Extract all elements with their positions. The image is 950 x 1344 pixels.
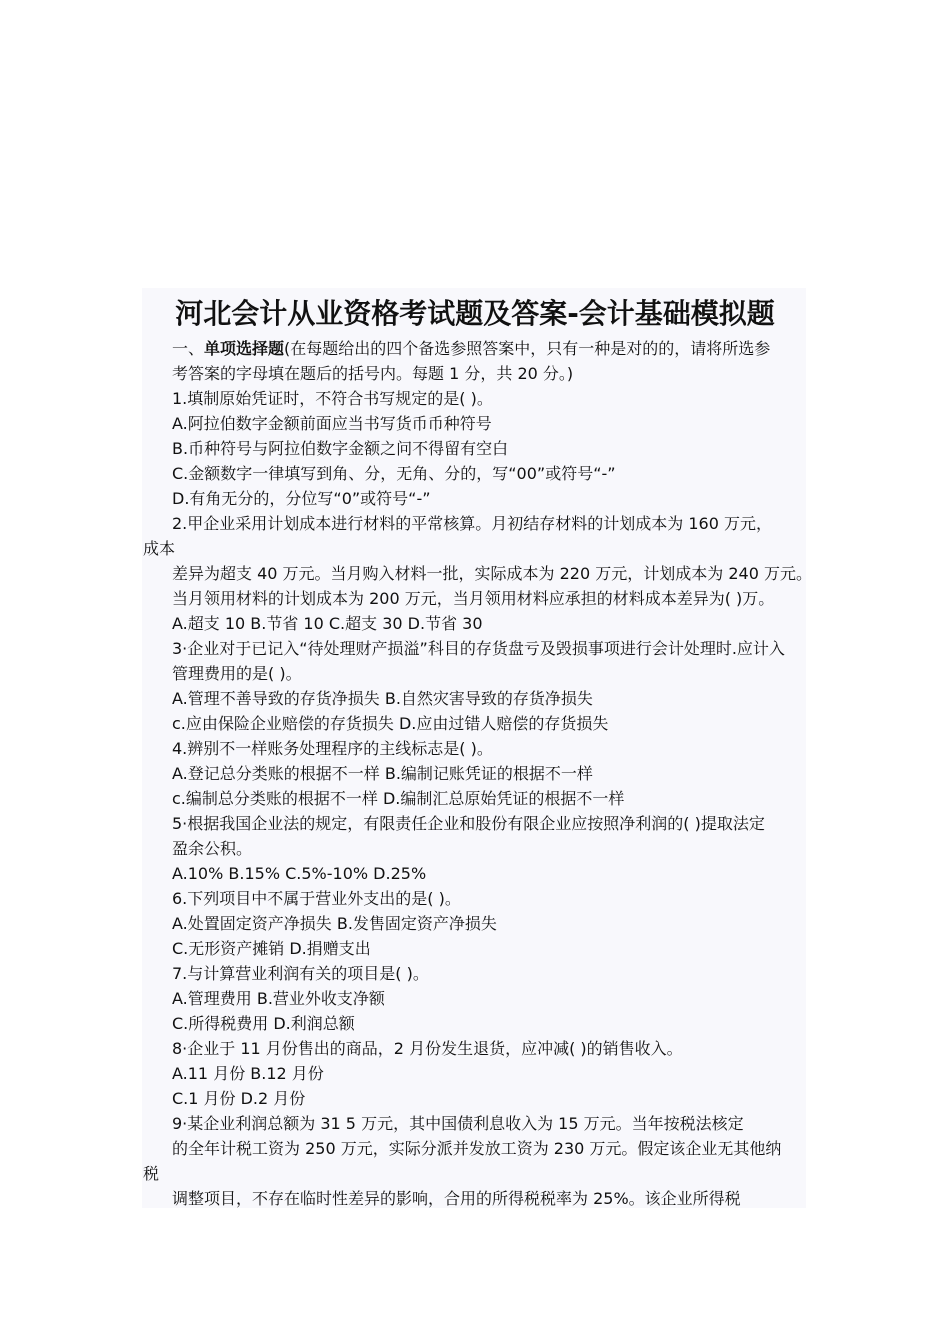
section-instruction-continued: 考答案的字母填在题后的括号内。每题 1 分，共 20 分。) bbox=[172, 364, 574, 383]
question-1-option-c: C.金额数字一律填写到角、分，无角、分的，写“00”或符号“-” bbox=[172, 464, 616, 483]
section-instruction: (在每题给出的四个备选参照答案中，只有一种是对的的，请将所选参 bbox=[284, 339, 771, 358]
question-9-wrap: 税 bbox=[143, 1164, 160, 1183]
question-7-options: C.所得税费用 D.利润总额 bbox=[172, 1014, 355, 1033]
question-1-option-a: A.阿拉伯数字金额前面应当书写货币币种符号 bbox=[172, 414, 492, 433]
question-5-options: A.10% B.15% C.5%-10% D.25% bbox=[172, 864, 427, 883]
section-heading-line bbox=[172, 338, 770, 360]
question-2-options: A.超支 10 B.节省 10 C.超支 30 D.节省 30 bbox=[172, 614, 483, 633]
question-1-option-b: B.币种符号与阿拉伯数字金额之问不得留有空白 bbox=[172, 439, 509, 458]
question-3-continued: 管理费用的是( )。 bbox=[172, 664, 302, 683]
question-6-options: C.无形资产摊销 D.捐赠支出 bbox=[172, 939, 371, 958]
question-2-continued: 当月领用材料的计划成本为 200 万元，当月领用材料应承担的材料成本差异为( )万。 bbox=[172, 589, 775, 608]
question-2-wrap: 成本 bbox=[143, 539, 176, 558]
question-8-options: A.11 月份 B.12 月份 bbox=[172, 1064, 324, 1083]
question-6-options: A.处置固定资产净损失 B.发售固定资产净损失 bbox=[172, 914, 497, 933]
question-1-option-d: D.有角无分的，分位写“0”或符号“-” bbox=[172, 489, 431, 508]
question-3-options: c.应由保险企业赔偿的存货损失 D.应由过错人赔偿的存货损失 bbox=[172, 714, 609, 733]
question-4: 4.辨别不一样账务处理程序的主线标志是( )。 bbox=[172, 739, 493, 758]
question-8: 8·企业于 11 月份售出的商品，2 月份发生退货，应冲减( )的销售收入。 bbox=[172, 1039, 683, 1058]
question-4-options: c.编制总分类账的根据不一样 D.编制汇总原始凭证的根据不一样 bbox=[172, 789, 625, 808]
question-2: 2.甲企业采用计划成本进行材料的平常核算。月初结存材料的计划成本为 160 万元， bbox=[172, 514, 772, 533]
question-7: 7.与计算营业利润有关的项目是( )。 bbox=[172, 964, 429, 983]
question-3-options: A.管理不善导致的存货净损失 B.自然灾害导致的存货净损失 bbox=[172, 689, 593, 708]
document-title: 河北会计从业资格考试题及答案-会计基础模拟题 bbox=[175, 297, 775, 330]
question-9-continued: 调整项目，不存在临时性差异的影响，合用的所得税税率为 25%。该企业所得税 bbox=[172, 1189, 741, 1208]
question-4-options: A.登记总分类账的根据不一样 B.编制记账凭证的根据不一样 bbox=[172, 764, 593, 783]
question-6: 6.下列项目中不属于营业外支出的是( )。 bbox=[172, 889, 461, 908]
section-prefix: 一、 bbox=[172, 339, 205, 358]
question-9-continued: 的全年计税工资为 250 万元，实际分派并发放工资为 230 万元。假定该企业无其他纳 bbox=[172, 1139, 782, 1158]
question-2-continued: 差异为超支 40 万元。当月购入材料一批，实际成本为 220 万元，计划成本为 240 万元。 bbox=[172, 564, 812, 583]
section-heading: 单项选择题 bbox=[204, 339, 285, 358]
question-3: 3·企业对于已记入“待处理财产损溢”科目的存货盘亏及毁损事项进行会计处理时.应计入 bbox=[172, 639, 785, 658]
question-9: 9·某企业利润总额为 31 5 万元，其中国债利息收入为 15 万元。当年按税法核定 bbox=[172, 1114, 744, 1133]
question-5-continued: 盈余公积。 bbox=[172, 839, 253, 858]
question-1: 1.填制原始凭证时，不符合书写规定的是( )。 bbox=[172, 389, 493, 408]
question-7-options: A.管理费用 B.营业外收支净额 bbox=[172, 989, 385, 1008]
question-8-options: C.1 月份 D.2 月份 bbox=[172, 1089, 306, 1108]
question-5: 5·根据我国企业法的规定，有限责任企业和股份有限企业应按照净利润的( )提取法定 bbox=[172, 814, 765, 833]
